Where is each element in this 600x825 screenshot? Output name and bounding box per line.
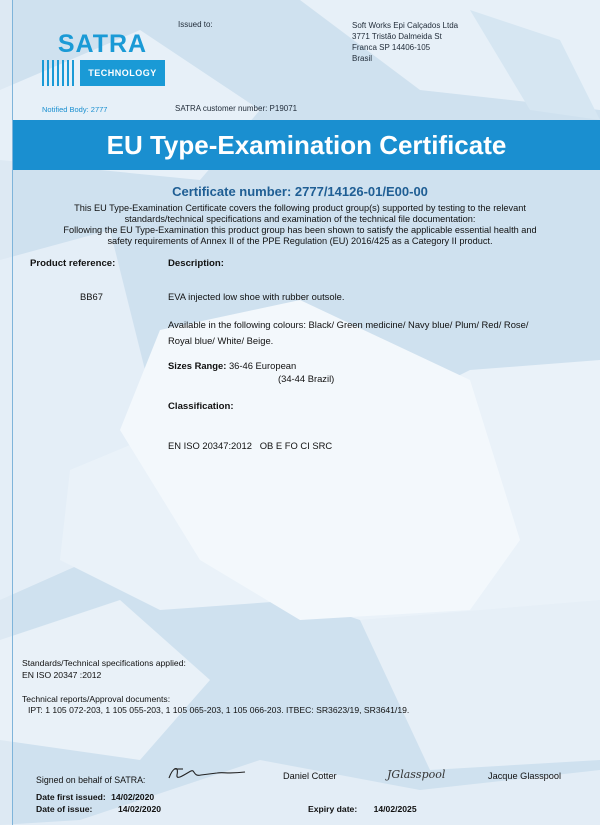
- logo-stripes: [40, 60, 78, 86]
- sizes-value: 36-46 European: [226, 360, 297, 371]
- date-first-issued: [36, 792, 154, 802]
- sizes-label: Sizes Range:: [168, 360, 227, 371]
- intro-line: Following the EU Type-Examination this product group has been shown to satisfy the applicable essential health and: [63, 225, 537, 235]
- intro-line: safety requirements of Annex II of the PPE Regulation (EU) 2016/425 as a Category II product.: [107, 236, 493, 246]
- expiry-label: Expiry date:: [308, 804, 358, 814]
- reports-value: IPT: 1 105 072-203, 1 105 055-203, 1 105 065-203, 1 105 066-203. ITBEC: SR3623/19, SR3641/19.: [28, 705, 410, 715]
- standards-label: Standards/Technical specifications applied:: [22, 658, 186, 668]
- date-of-issue: [36, 804, 162, 814]
- expiry-value: 14/02/2025: [373, 804, 417, 814]
- issued-to-address: [352, 20, 458, 64]
- classification-value: EN ISO 20347:2012 OB E FO CI SRC: [168, 440, 333, 451]
- signature-jacque-glasspool: [385, 764, 455, 784]
- address-line: Soft Works Epi Calçados Ltda: [352, 21, 459, 30]
- product-reference-label: Product reference:: [30, 258, 116, 269]
- satra-logo: [40, 30, 165, 86]
- sizes-range: [168, 359, 296, 372]
- product-colours: [168, 318, 588, 347]
- address-line: 3771 Tristão Dalmeida St: [352, 32, 442, 41]
- signed-on-behalf-label: Signed on behalf of SATRA:: [36, 775, 146, 785]
- certificate-intro: [20, 203, 580, 247]
- issue-label: Date of issue:: [36, 804, 93, 814]
- address-line: Brasil: [352, 54, 373, 63]
- issue-value: 14/02/2020: [118, 804, 162, 814]
- address-line: Franca SP 14406-105: [352, 43, 431, 52]
- issued-to-label: Issued to:: [178, 20, 213, 29]
- logo-wordmark: SATRA: [57, 30, 148, 58]
- signer-jacque-glasspool: Jacque Glasspool: [488, 771, 562, 781]
- first-issued-value: 14/02/2020: [111, 792, 155, 802]
- customer-number: SATRA customer number: P19071: [175, 104, 298, 113]
- certificate-number: Certificate number: 2777/14126-01/E00-00: [172, 184, 428, 199]
- signature-glasspool-text: JGlasspool: [387, 768, 446, 781]
- intro-line: standards/technical specifications and examination of the technical file documentation:: [124, 214, 476, 224]
- logo-technology-bar: TECHNOLOGY: [80, 60, 165, 86]
- description-label: Description:: [168, 258, 224, 269]
- signer-daniel-cotter: Daniel Cotter: [283, 771, 337, 781]
- product-reference: BB67: [80, 291, 103, 302]
- product-description: EVA injected low shoe with rubber outsole.: [168, 291, 345, 302]
- classification-label: Classification:: [168, 401, 234, 412]
- signature-daniel-cotter: [165, 761, 250, 785]
- colours-line: Available in the following colours: Black/ Green medicine/ Navy blue/ Plum/ Red/ Rose/: [168, 319, 529, 330]
- certificate-title-banner: EU Type-Examination Certificate: [13, 120, 600, 170]
- sizes-brazil: (34-44 Brazil): [278, 373, 335, 384]
- intro-line: This EU Type-Examination Certificate covers the following product group(s) supported by testing to the relevant: [74, 203, 526, 213]
- notified-body: Notified Body: 2777: [42, 105, 108, 114]
- reports-label: Technical reports/Approval documents:: [22, 694, 171, 704]
- standards-value: EN ISO 20347 :2012: [22, 670, 102, 680]
- colours-line: Royal blue/ White/ Beige.: [168, 335, 274, 346]
- expiry-date: [308, 804, 417, 814]
- first-issued-label: Date first issued:: [36, 792, 106, 802]
